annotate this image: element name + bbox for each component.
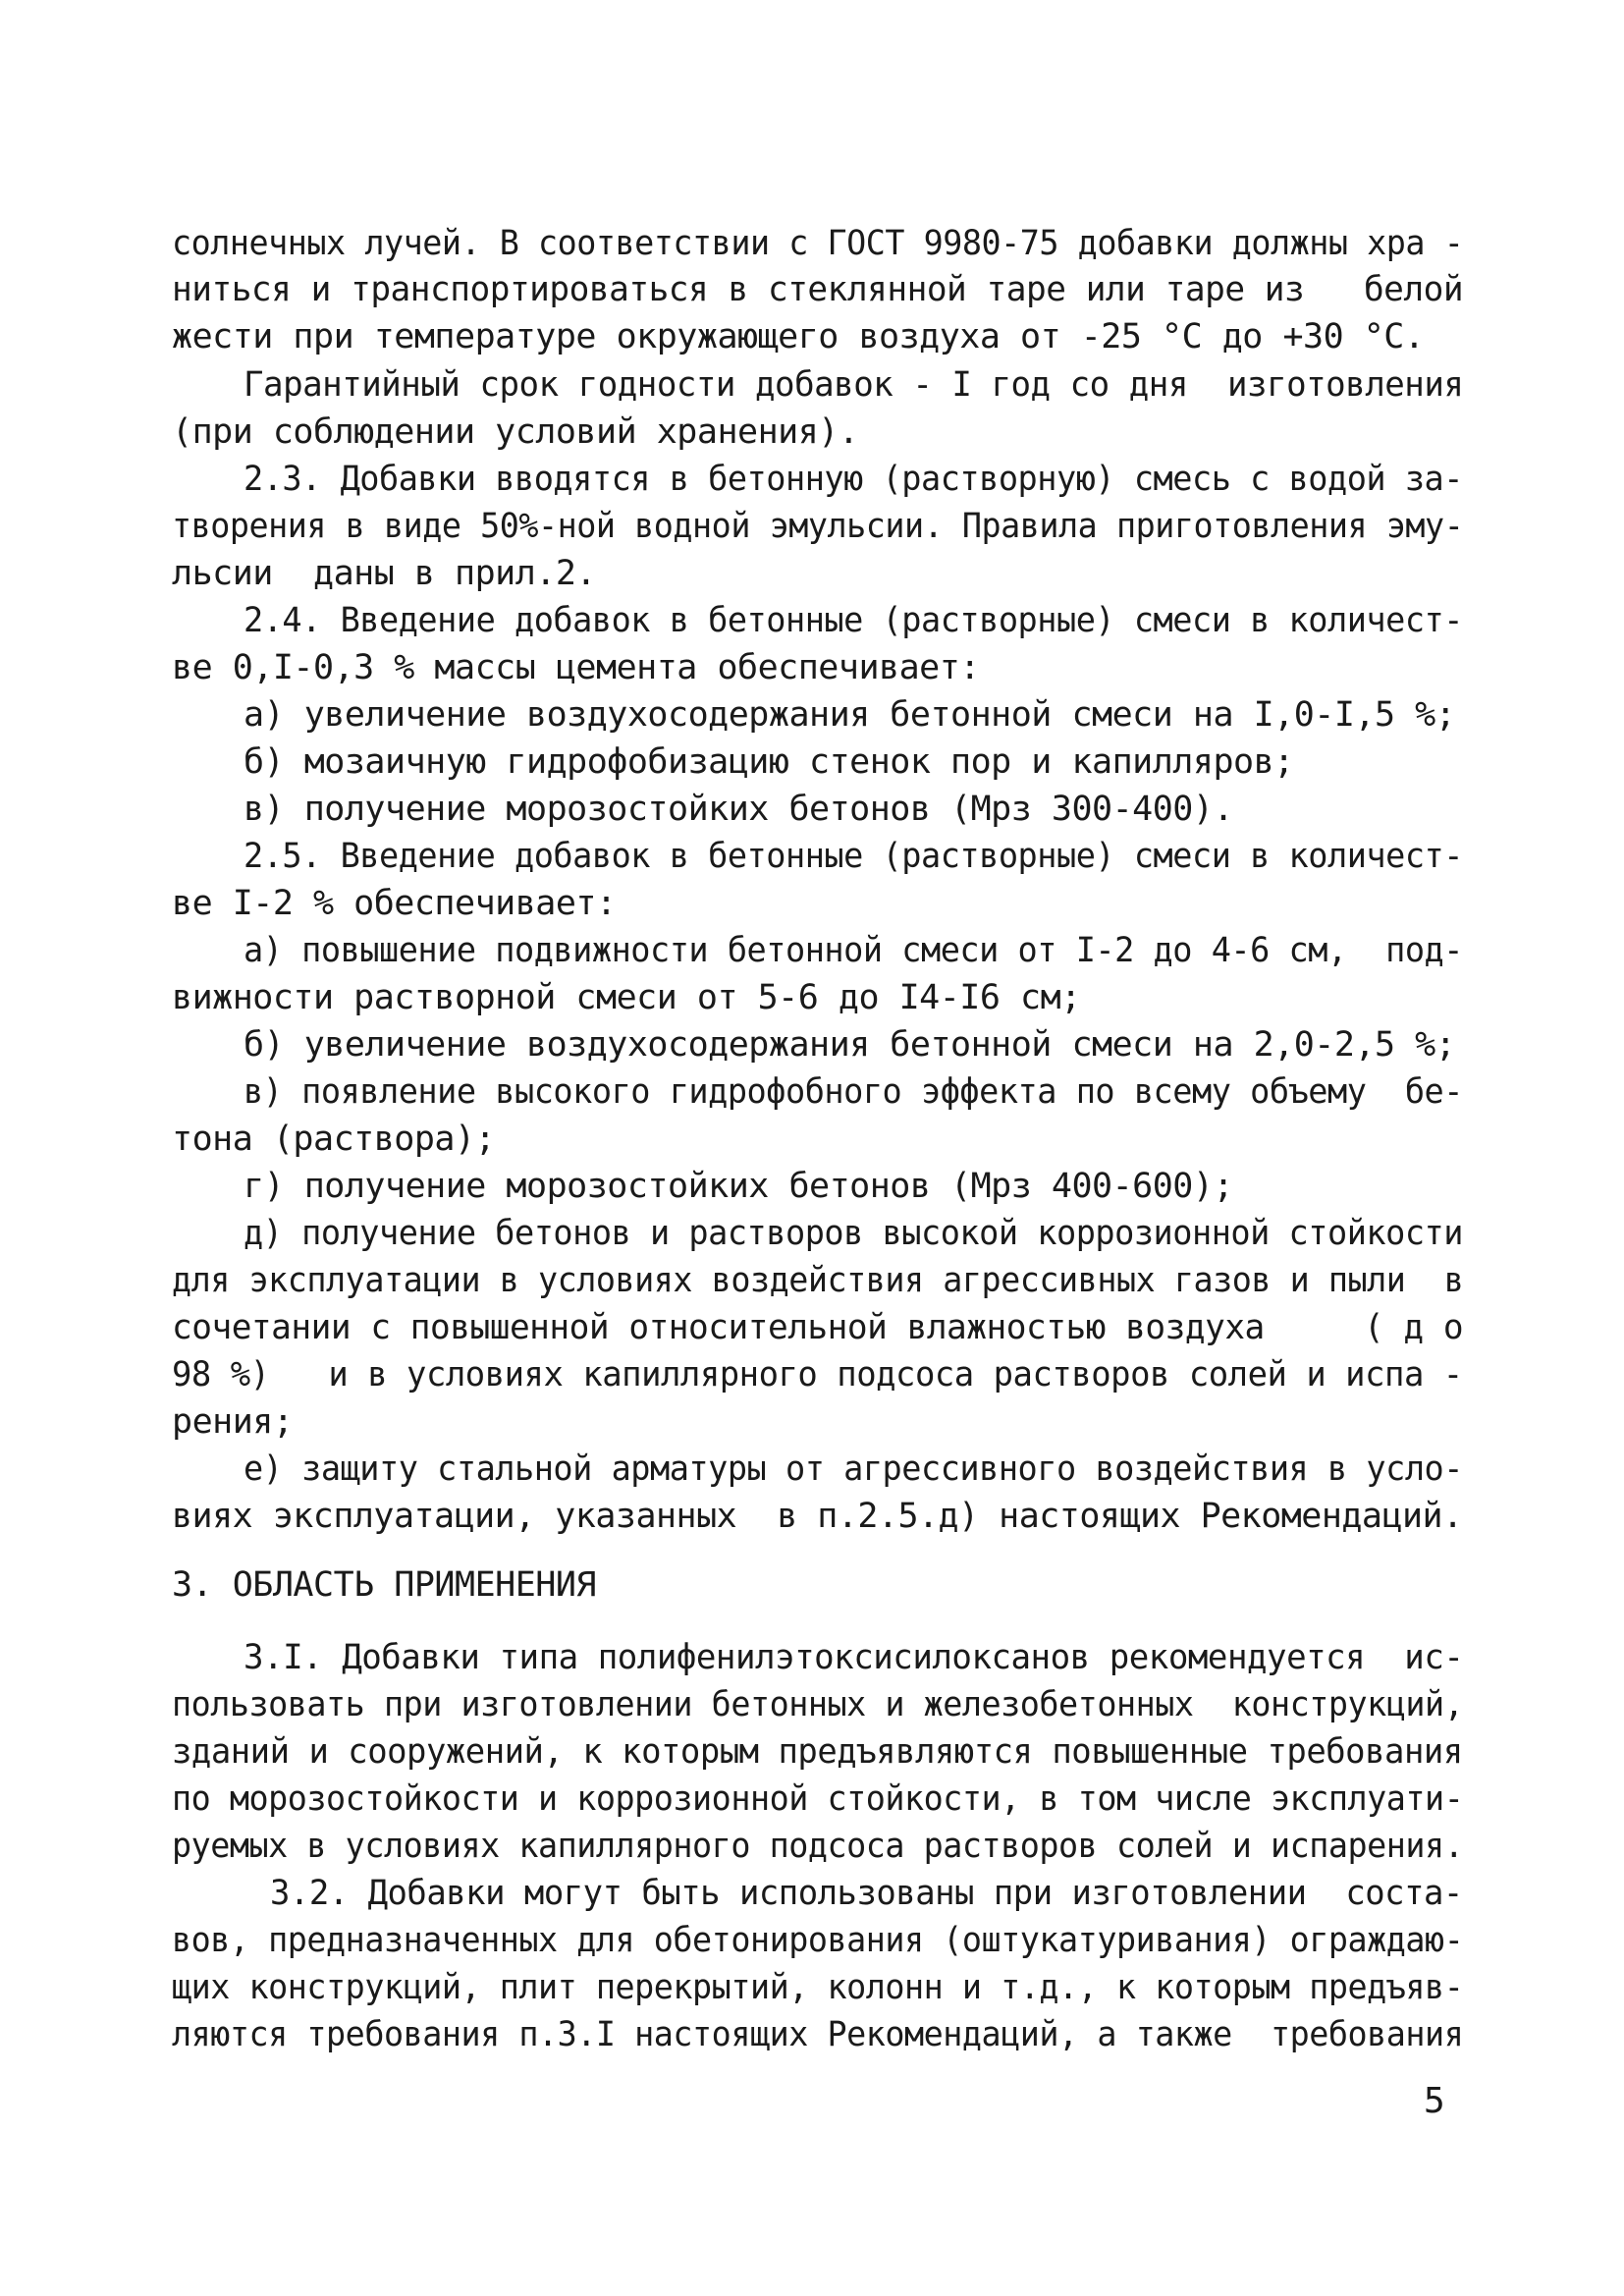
text-line: пользовать при изготовлении бетонных и железобетонных конструкций,: [172, 1685, 1464, 1724]
text-line: виях эксплуатации, указанных в п.2.5.д) настоящих Рекомендаций.: [172, 1497, 1463, 1536]
text-line: 3.2. Добавки могут быть использованы при изготовлении соста-: [270, 1874, 1463, 1913]
text-line: руемых в условиях капиллярного подсоса растворов солей и испарения.: [172, 1827, 1464, 1866]
text-line: а) повышение подвижности бетонной смеси от I-2 до 4-6 см, под-: [244, 931, 1463, 970]
text-line: жести при температуре окружающего воздуха от -25 °С до +30 °С.: [172, 317, 1425, 356]
text-line: вижности растворной смеси от 5-6 до I4-I6 см;: [172, 978, 1081, 1017]
text-line: вов, предназначенных для обетонирования (оштукатуривания) ограждаю-: [172, 1921, 1464, 1960]
text-line: а) увеличение воздухосодержания бетонной смеси на I,0-I,5 %;: [244, 695, 1456, 735]
text-line: творения в виде 50%-ной водной эмульсии. Правила приготовления эму-: [172, 507, 1464, 546]
text-line: б) увеличение воздухосодержания бетонной смеси на 2,0-2,5 %;: [244, 1025, 1456, 1065]
text-line: в) появление высокого гидрофобного эффекта по всему объему бе-: [244, 1072, 1463, 1112]
text-line: льсии даны в прил.2.: [172, 554, 597, 593]
text-line: д) получение бетонов и растворов высокой коррозионной стойкости: [244, 1214, 1463, 1253]
text-line: (при соблюдении условий хранения).: [172, 412, 859, 452]
text-line: 2.5. Введение добавок в бетонные (растворные) смеси в количест-: [244, 837, 1463, 876]
text-line: е) защиту стальной арматуры от агрессивного воздействия в усло-: [244, 1449, 1463, 1489]
text-line: ниться и транспортироваться в стеклянной таре или таре из белой: [172, 270, 1464, 309]
text-line: в) получение морозостойких бетонов (Мрз 300-400).: [244, 790, 1234, 829]
text-line: ве 0,I-0,3 % массы цемента обеспечивает:: [172, 648, 980, 687]
text-line: 98 %) и в условиях капиллярного подсоса растворов солей и испа -: [172, 1355, 1463, 1394]
text-line: Гарантийный срок годности добавок - I год со дня изготовления: [244, 365, 1464, 405]
text-line: тона (раствора);: [172, 1120, 496, 1159]
text-line: зданий и сооружений, к которым предъявляются повышенные требования: [172, 1732, 1463, 1772]
text-line: щих конструкций, плит перекрытий, колонн и т.д., к которым предъяв-: [172, 1968, 1464, 2007]
text-line: 2.3. Добавки вводятся в бетонную (растворную) смесь с водой за-: [244, 460, 1463, 499]
text-line: г) получение морозостойких бетонов (Мрз 400-600);: [244, 1167, 1234, 1206]
text-line: сочетании с повышенной относительной влажностью воздуха ( д о: [172, 1308, 1464, 1347]
text-line: солнечных лучей. В соответствии с ГОСТ 9980-75 добавки должны хра -: [172, 224, 1464, 263]
text-line: б) мозаичную гидрофобизацию стенок пор и капилляров;: [244, 742, 1294, 782]
section-heading: 3. ОБЛАСТЬ ПРИМЕНЕНИЯ: [172, 1565, 597, 1605]
text-line: для эксплуатации в условиях воздействия агрессивных газов и пыли в: [172, 1261, 1464, 1300]
text-line: 2.4. Введение добавок в бетонные (растворные) смеси в количест-: [244, 601, 1463, 640]
text-line: ве I-2 % обеспечивает:: [172, 884, 617, 923]
text-line: ляются требования п.3.I настоящих Рекомендаций, а также требования: [172, 2015, 1464, 2054]
text-line: рения;: [172, 1402, 294, 1442]
text-line: 3.I. Добавки типа полифенилэтоксисилоксанов рекомендуется ис-: [244, 1638, 1464, 1677]
text-line: по морозостойкости и коррозионной стойкости, в том числе эксплуати-: [172, 1779, 1464, 1819]
page-number: 5: [1424, 2081, 1445, 2121]
